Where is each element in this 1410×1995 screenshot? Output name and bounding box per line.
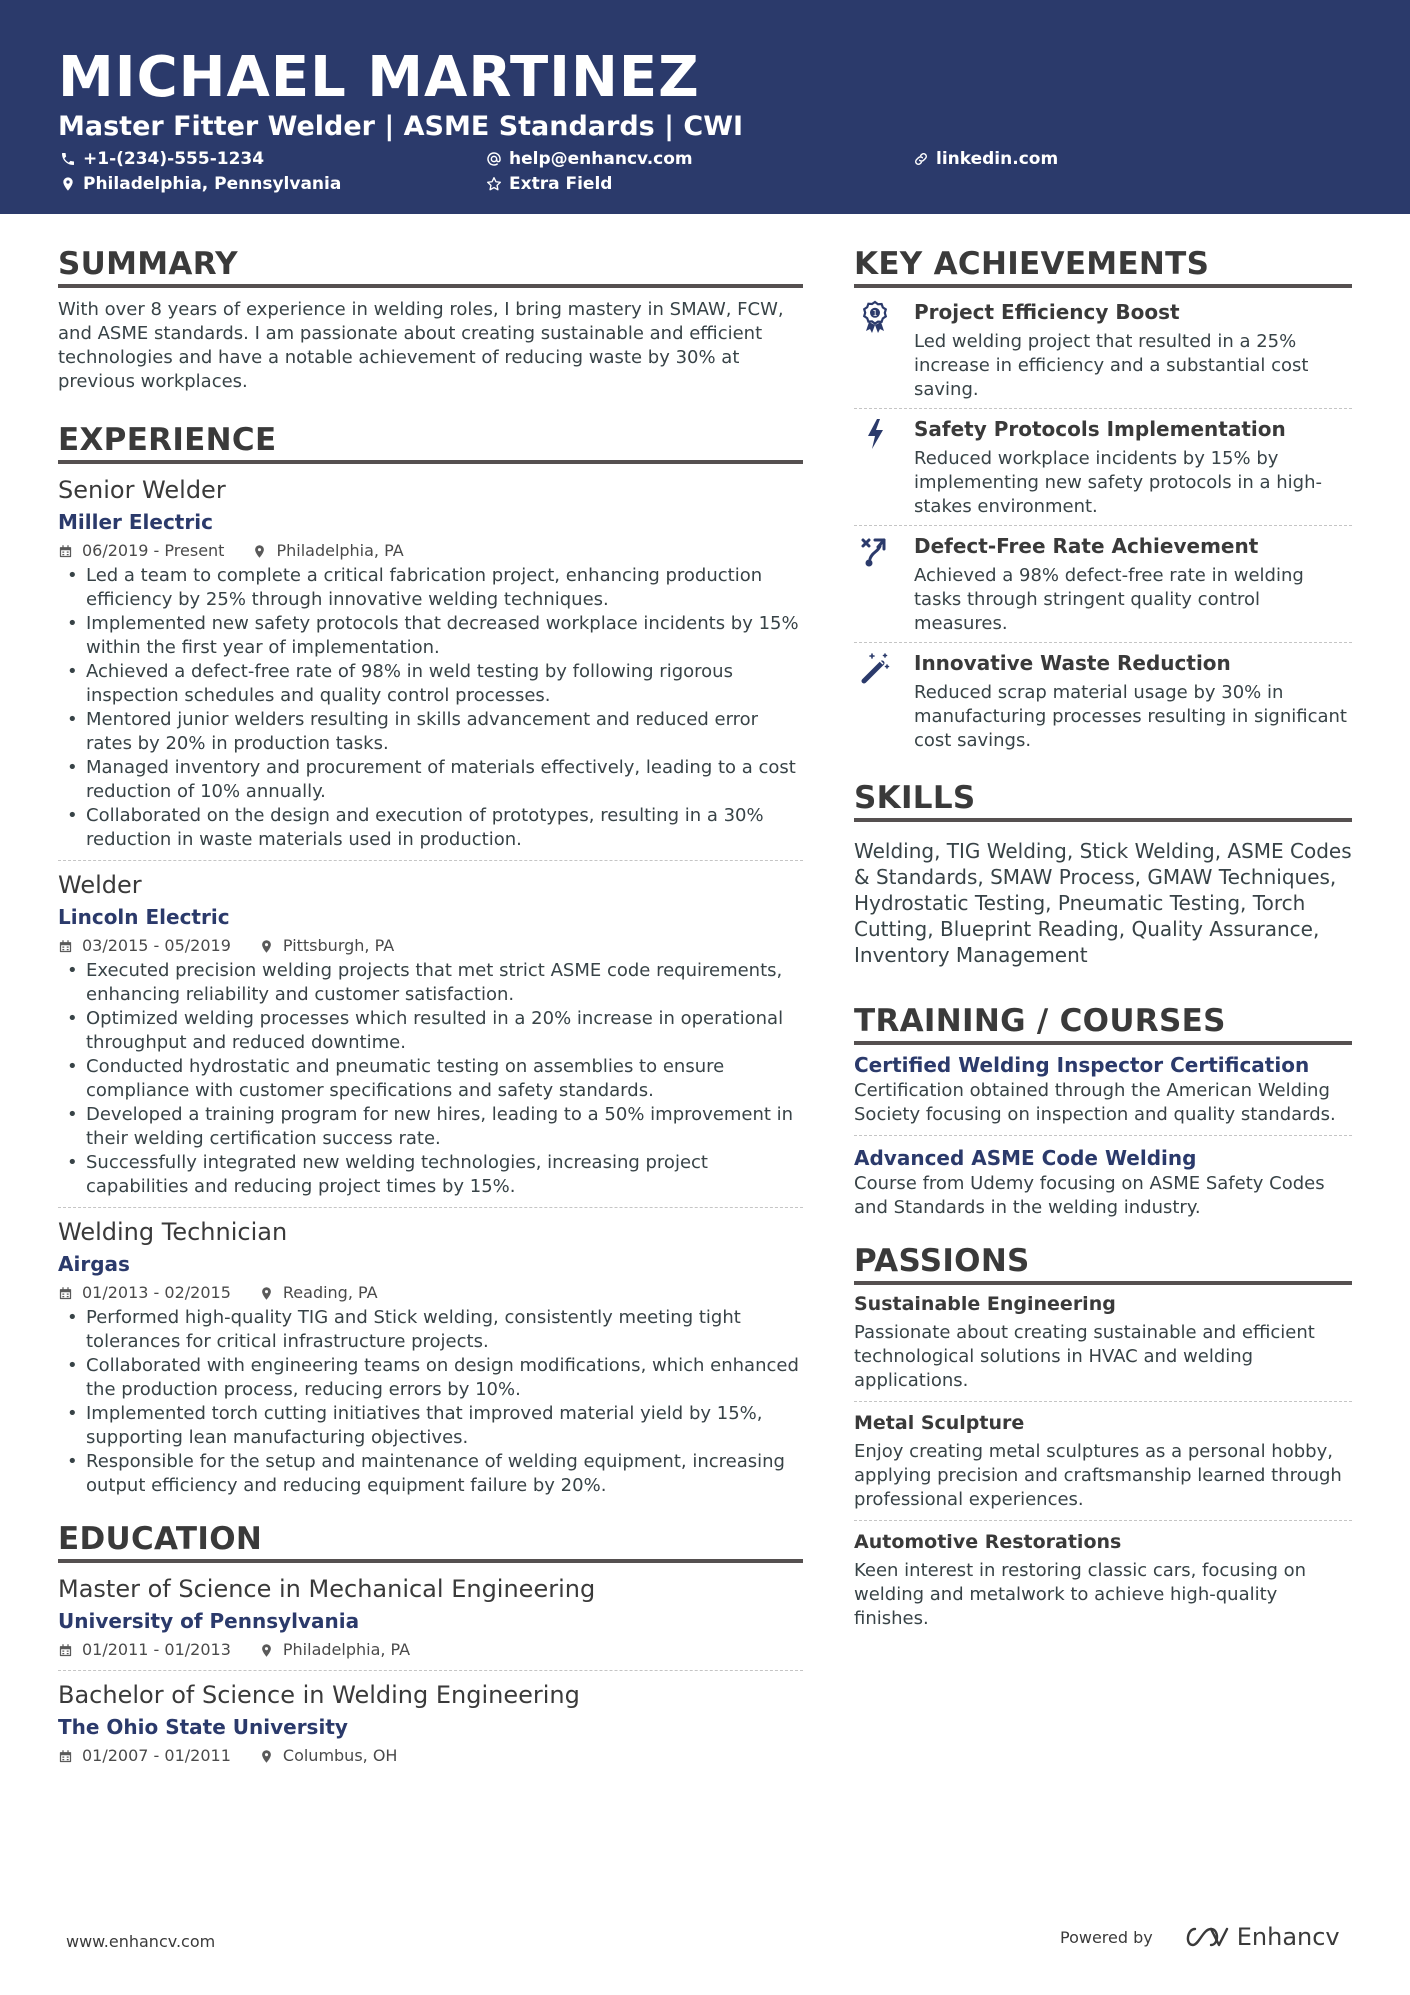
job-bullet: • Mentored junior welders resulting in skills advancement and reduced error rates by 20% in production tasks. [58, 708, 803, 756]
achievement-title: Defect-Free Rate Achievement [914, 534, 1259, 558]
job-bullets [58, 1306, 803, 1498]
job-meta [58, 1281, 803, 1305]
passion-item [854, 1529, 1352, 1639]
summary-text: With over 8 years of experience in welding roles, I bring mastery in SMAW, FCW, and ASME standards. I am passionate about creating sustainable and efficient technologies and have a notable achievement of reducing waste by 30% at previous workplaces. [58, 299, 784, 392]
map-pin-icon [259, 1286, 274, 1301]
candidate-name: MICHAEL MARTINEZ [58, 45, 700, 110]
job-dates: 01/2013 - 02/2015 [82, 1283, 231, 1302]
skills-heading: SKILLS [854, 779, 1352, 822]
contact-email[interactable] [486, 148, 693, 170]
job-bullet: • Performed high-quality TIG and Stick welding, consistently meeting tight tolerances for critical infrastructure projects. [58, 1306, 803, 1354]
powered-by-label: Powered by [1060, 1927, 1153, 1947]
link-icon [913, 151, 929, 167]
passion-text: Passionate about creating sustainable and efficient technological solutions in HVAC and welding applications. [854, 1322, 1315, 1391]
brand-name: Enhancv [1236, 1923, 1340, 1951]
job-location-wrap [252, 539, 403, 563]
job-bullet: • Implemented torch cutting initiatives that improved material yield by 15%, supporting lean manufacturing objectives. [58, 1402, 803, 1450]
education-location-wrap [259, 1638, 410, 1662]
job-title: Welding Technician [58, 1218, 288, 1246]
job-bullet: • Managed inventory and procurement of materials effectively, leading to a cost reduction of 10% annually. [58, 756, 803, 804]
achievement-item [854, 409, 1352, 526]
education-meta [58, 1744, 803, 1768]
contact-phone[interactable] [60, 148, 264, 170]
job-meta [58, 539, 803, 563]
right-column [854, 245, 1352, 1647]
lightning-bolt-icon [860, 417, 890, 451]
achievement-text: Achieved a 98% defect-free rate in welding tasks through stringent quality control measures. [914, 565, 1304, 634]
map-pin-icon [259, 1643, 274, 1658]
course-title: Advanced ASME Code Welding [854, 1146, 1197, 1170]
education-meta [58, 1638, 803, 1662]
passion-title: Sustainable Engineering [854, 1293, 1116, 1315]
training-heading: TRAINING / COURSES [854, 1002, 1352, 1045]
phone-icon [60, 151, 76, 167]
extra-text: Extra Field [509, 174, 613, 194]
map-pin-icon [252, 544, 267, 559]
skills-list: Welding, TIG Welding, Stick Welding, ASME Codes & Standards, SMAW Process, GMAW Techniques, Hydrostatic Testing, Pneumatic Testing, Torch Cutting, Blueprint Reading, Quality Assurance, Inventory Management [854, 839, 1352, 967]
job-bullet: • Optimized welding processes which resulted in a 20% increase in operational throughput and reduced downtime. [58, 1007, 803, 1055]
job-bullet: • Implemented new safety protocols that decreased workplace incidents by 15% within the first year of implementation. [58, 612, 803, 660]
training-section [854, 1002, 1352, 1228]
contact-location [60, 173, 341, 195]
job-location: Philadelphia, PA [276, 541, 404, 560]
calendar-icon [58, 1749, 73, 1764]
summary-heading: SUMMARY [58, 245, 803, 288]
contact-linkedin[interactable] [913, 148, 1058, 170]
experience-heading: EXPERIENCE [58, 421, 803, 464]
school-name: University of Pennsylvania [58, 1609, 360, 1633]
job-bullet: • Developed a training program for new hires, leading to a 50% improvement in their welding certification success rate. [58, 1103, 803, 1151]
job-bullet: • Responsible for the setup and maintenance of welding equipment, increasing output efficiency and reducing equipment failure by 20%. [58, 1450, 803, 1498]
phone-text: +1-(234)-555-1234 [83, 149, 265, 169]
course-text: Course from Udemy focusing on ASME Safety Codes and Standards in the welding industry. [854, 1173, 1325, 1218]
achievement-item [854, 292, 1352, 409]
map-pin-icon [259, 939, 274, 954]
education-location: Philadelphia, PA [282, 1640, 411, 1659]
degree-title: Master of Science in Mechanical Engineering [58, 1575, 596, 1603]
left-column [58, 245, 803, 1784]
strategy-path-icon [860, 534, 890, 568]
map-pin-icon [259, 1749, 274, 1764]
job-location-wrap [259, 934, 394, 958]
passion-item [854, 1291, 1352, 1402]
svg-text:1: 1 [872, 309, 878, 318]
achievement-item [854, 526, 1352, 643]
email-text: help@enhancv.com [509, 149, 693, 169]
job-location-wrap [259, 1281, 378, 1305]
course-text: Certification obtained through the American Welding Society focusing on inspection and quality standards. [854, 1080, 1336, 1125]
passion-text: Enjoy creating metal sculptures as a personal hobby, applying precision and craftsmanship learned through professional experiences. [854, 1441, 1342, 1510]
education-heading: EDUCATION [58, 1520, 803, 1563]
summary-section [58, 245, 803, 394]
degree-title: Bachelor of Science in Welding Engineering [58, 1681, 580, 1709]
passions-heading: PASSIONS [854, 1242, 1352, 1285]
education-section [58, 1520, 803, 1776]
job-title: Senior Welder [58, 476, 226, 504]
skills-section [854, 779, 1352, 968]
footer-powered-by [1060, 1923, 1340, 1951]
education-dates: 01/2007 - 01/2011 [82, 1746, 231, 1765]
achievement-text: Reduced scrap material usage by 30% in manufacturing processes resulting in significant cost savings. [914, 682, 1347, 751]
passion-item [854, 1410, 1352, 1521]
job-bullets [58, 959, 803, 1199]
footer-website[interactable]: www.enhancv.com [66, 1932, 216, 1951]
education-location-wrap [259, 1744, 398, 1768]
achievement-text: Led welding project that resulted in a 25% increase in efficiency and a substantial cost saving. [914, 331, 1309, 400]
achievements-section [854, 245, 1352, 759]
job-bullet: • Successfully integrated new welding technologies, increasing project capabilities and reducing project times by 15%. [58, 1151, 803, 1199]
experience-entry [58, 474, 803, 861]
achievement-title: Safety Protocols Implementation [914, 417, 1286, 441]
job-meta [58, 934, 803, 958]
course-item [854, 1144, 1352, 1228]
job-bullets [58, 564, 803, 852]
job-bullet: • Collaborated on the design and execution of prototypes, resulting in a 30% reduction in waste materials used in production. [58, 804, 803, 852]
passion-title: Automotive Restorations [854, 1531, 1122, 1553]
magic-wand-icon [860, 651, 890, 685]
passions-section [854, 1242, 1352, 1639]
calendar-icon [58, 939, 73, 954]
calendar-icon [58, 1643, 73, 1658]
job-location: Reading, PA [282, 1283, 378, 1302]
enhancv-logo-icon [1181, 1924, 1229, 1950]
achievement-title: Innovative Waste Reduction [914, 651, 1231, 675]
education-location: Columbus, OH [282, 1746, 398, 1765]
job-bullet: • Executed precision welding projects that met strict ASME code requirements, enhancing reliability and customer satisfaction. [58, 959, 803, 1007]
job-location: Pittsburgh, PA [282, 936, 395, 955]
resume-header [0, 0, 1410, 214]
education-entry [58, 1573, 803, 1671]
education-entry [58, 1679, 803, 1776]
enhancv-logo[interactable] [1181, 1923, 1340, 1951]
at-sign-icon [486, 151, 502, 167]
achievement-item [854, 643, 1352, 759]
school-name: The Ohio State University [58, 1715, 348, 1739]
passion-text: Keen interest in restoring classic cars, focusing on welding and metalwork to achieve high-quality finishes. [854, 1560, 1307, 1629]
map-pin-icon [60, 176, 76, 192]
job-bullet: • Conducted hydrostatic and pneumatic testing on assemblies to ensure compliance with customer specifications and safety standards. [58, 1055, 803, 1103]
experience-entry [58, 869, 803, 1208]
candidate-title: Master Fitter Welder | ASME Standards | CWI [58, 111, 744, 142]
experience-entry [58, 1216, 803, 1506]
linkedin-text: linkedin.com [936, 149, 1059, 169]
calendar-icon [58, 1286, 73, 1301]
education-dates: 01/2011 - 01/2013 [82, 1640, 231, 1659]
achievement-title: Project Efficiency Boost [914, 300, 1180, 324]
passion-title: Metal Sculpture [854, 1412, 1025, 1434]
company-name: Miller Electric [58, 510, 213, 534]
company-name: Airgas [58, 1252, 130, 1276]
course-item [854, 1051, 1352, 1136]
job-dates: 03/2015 - 05/2019 [82, 936, 231, 955]
experience-section [58, 421, 803, 1506]
job-dates: 06/2019 - Present [82, 541, 225, 560]
contact-extra [486, 173, 612, 195]
company-name: Lincoln Electric [58, 905, 230, 929]
achievement-text: Reduced workplace incidents by 15% by implementing new safety protocols in a high-stakes environment. [914, 448, 1322, 517]
star-icon [486, 176, 502, 192]
course-title: Certified Welding Inspector Certification [854, 1053, 1310, 1077]
job-bullet: • Led a team to complete a critical fabrication project, enhancing production efficiency by 25% through innovative welding techniques. [58, 564, 803, 612]
job-title: Welder [58, 871, 142, 899]
job-bullet: • Achieved a defect-free rate of 98% in weld testing by following rigorous inspection schedules and quality control processes. [58, 660, 803, 708]
location-text: Philadelphia, Pennsylvania [83, 174, 342, 194]
award-ribbon-icon [860, 300, 890, 334]
job-bullet: • Collaborated with engineering teams on design modifications, which enhanced the production process, reducing errors by 10%. [58, 1354, 803, 1402]
calendar-icon [58, 544, 73, 559]
achievements-heading: KEY ACHIEVEMENTS [854, 245, 1352, 288]
